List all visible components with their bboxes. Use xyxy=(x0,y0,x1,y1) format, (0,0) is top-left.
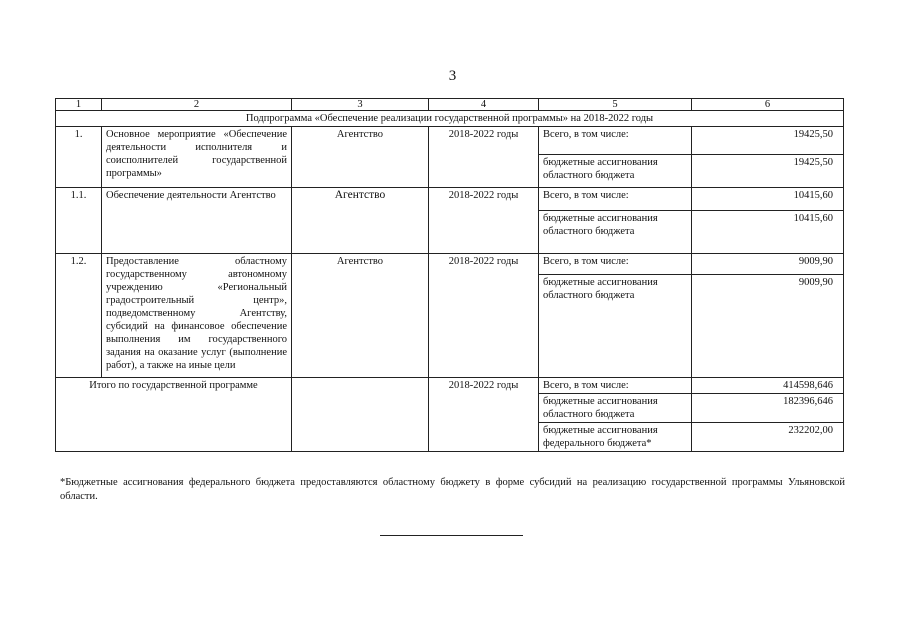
total-period: 2018-2022 годы xyxy=(429,378,539,452)
funding-amount: 414598,646 xyxy=(692,378,844,394)
funding-amount: 232202,00 xyxy=(692,423,844,452)
table-row xyxy=(56,188,844,211)
funding-source: бюджетные ассигнования областного бюджета xyxy=(539,155,692,188)
header-cell: 3 xyxy=(292,99,429,111)
page-number: 3 xyxy=(448,68,457,84)
period: 2018-2022 годы xyxy=(429,254,539,378)
header-cell: 4 xyxy=(429,99,539,111)
funding-source: Всего, в том числе: xyxy=(539,127,692,155)
footnote: *Бюджетные ассигнования федерального бюджета предоставляются областному бюджету в форме субсидий на реализацию государственной программы Ульяновской области. xyxy=(60,477,845,502)
funding-source: бюджетные ассигнования областного бюджета xyxy=(539,275,692,378)
funding-source: Всего, в том числе: xyxy=(539,254,692,275)
total-row xyxy=(56,378,844,394)
row-number: 1.2. xyxy=(56,254,102,378)
table-row xyxy=(56,127,844,155)
period: 2018-2022 годы xyxy=(429,127,539,188)
table-row xyxy=(56,254,844,275)
executor: Агентство xyxy=(292,254,429,378)
total-executor xyxy=(292,378,429,452)
header-cell: 6 xyxy=(692,99,844,111)
funding-source: бюджетные ассигнования областного бюджета xyxy=(539,394,692,423)
funding-amount: 9009,90 xyxy=(692,254,844,275)
header-cell: 5 xyxy=(539,99,692,111)
header-cell: 1 xyxy=(56,99,102,111)
funding-amount: 9009,90 xyxy=(692,275,844,378)
period: 2018-2022 годы xyxy=(429,188,539,254)
executor: Агентство xyxy=(292,127,429,188)
funding-amount: 19425,50 xyxy=(692,155,844,188)
activity-name: Обеспечение деятельности Агентство xyxy=(102,188,292,254)
activity-name: Основное мероприятие «Обеспечение деятельности исполнителя и соисполнителей государственной программы» xyxy=(102,127,292,188)
activity-name: Предоставление областному государственному автономному учреждению «Региональный градостроительный центр», подведомственному Агентству, субсидий на финансовое обеспечение выполнения им государственного задания на оказание услуг (выполнение работ), а также на иные цели xyxy=(102,254,292,378)
funding-source: Всего, в том числе: xyxy=(539,378,692,394)
funding-amount: 10415,60 xyxy=(692,211,844,254)
total-label: Итого по государственной программе xyxy=(56,378,292,452)
closing-divider xyxy=(380,535,523,536)
funding-source: бюджетные ассигнования областного бюджета xyxy=(539,211,692,254)
subprogram-title: Подпрограмма «Обеспечение реализации государственной программы» на 2018-2022 годы xyxy=(56,111,844,127)
subprogram-row xyxy=(56,111,844,127)
funding-amount: 182396,646 xyxy=(692,394,844,423)
funding-source: бюджетные ассигнования федерального бюджета* xyxy=(539,423,692,452)
funding-source: Всего, в том числе: xyxy=(539,188,692,211)
executor: Агентство xyxy=(292,188,429,254)
funding-amount: 19425,50 xyxy=(692,127,844,155)
funding-amount: 10415,60 xyxy=(692,188,844,211)
table-header-row xyxy=(56,99,844,111)
row-number: 1. xyxy=(56,127,102,188)
header-cell: 2 xyxy=(102,99,292,111)
row-number: 1.1. xyxy=(56,188,102,254)
budget-table xyxy=(55,98,844,452)
